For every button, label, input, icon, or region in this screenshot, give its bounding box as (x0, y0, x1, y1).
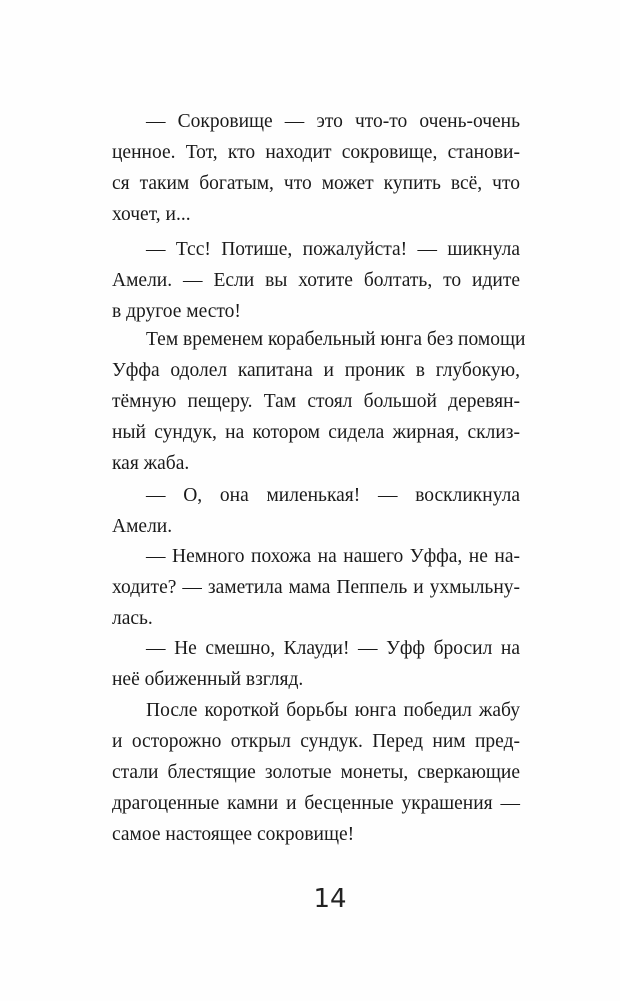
text-line: хочет, и... (112, 204, 191, 225)
text-line: в другое место! (112, 301, 241, 322)
text-line: После короткой борьбы юнга победил жабу (146, 700, 520, 721)
text-line: и осторожно открыл сундук. Перед ним пред- (112, 731, 520, 752)
text-line: тёмную пещеру. Там стоял большой деревян- (112, 391, 520, 412)
text-line: кая жаба. (112, 453, 190, 474)
text-line: ценное. Тот, кто находит сокровище, станови- (112, 142, 520, 163)
text-line: драгоценные камни и бесценные украшения — (112, 793, 520, 814)
text-line: — Сокровище — это что-то очень-очень (146, 111, 520, 132)
text-line: самое настоящее сокровище! (112, 824, 355, 845)
text-line: Амели. — Если вы хотите болтать, то идите (112, 270, 520, 291)
text-line: — О, она миленькая! — воскликнула (146, 485, 520, 506)
text-line: Уффа одолел капитана и проник в глубокую, (112, 360, 520, 381)
text-line: Тем временем корабельный юнга без помощи (146, 329, 526, 350)
text-line: — Немного похожа на нашего Уффа, не на- (146, 546, 520, 567)
text-line: ся таким богатым, что может купить всё, что (112, 173, 520, 194)
text-line: стали блестящие золотые монеты, сверкающие (112, 762, 520, 783)
text-line: ходите? — заметила мама Пеппель и ухмыльну- (112, 577, 520, 598)
text-line: ный сундук, на котором сидела жирная, склиз- (112, 422, 520, 443)
text-line: — Не смешно, Клауди! — Уфф бросил на (146, 638, 520, 659)
page-number: 14 (313, 884, 347, 914)
text-line: Амели. (112, 516, 173, 537)
text-line: лась. (112, 608, 153, 629)
text-line: — Тсс! Потише, пожалуйста! — шикнула (146, 239, 520, 260)
text-line: неё обиженный взгляд. (112, 669, 304, 690)
